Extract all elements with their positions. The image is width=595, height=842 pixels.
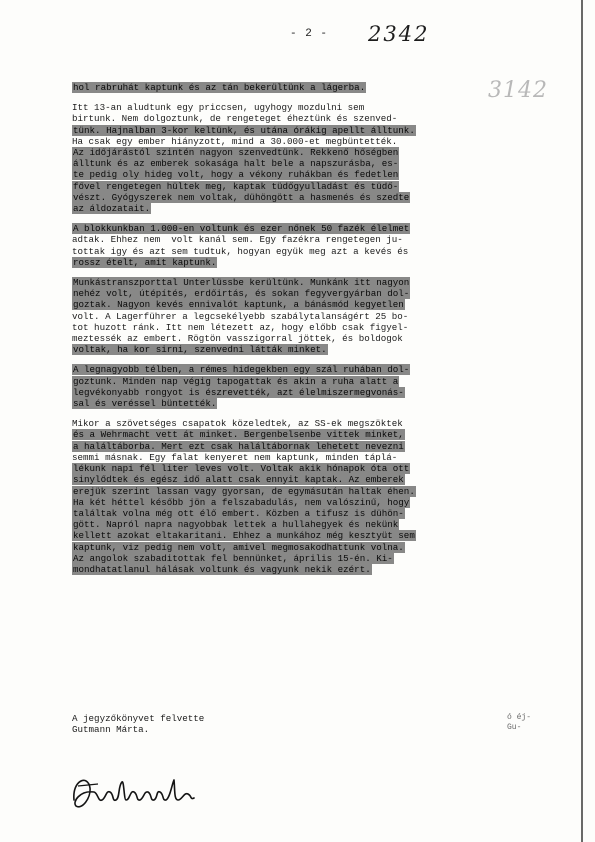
page-number: - 2 - [290, 28, 329, 40]
text-line: és a Wehrmacht vett át minket. Bergenbelsenbe vittek minket, [73, 429, 404, 441]
text-line: hol rabruhát kaptunk és az tán bekerültünk a lágerba. [73, 82, 366, 93]
text-line: gött. Napról napra nagyobbak lettek a hullahegyek és nekünk [73, 519, 399, 531]
text-line: Mikor a szövetséges csapatok közeledtek, az SS-ek megszöktek [72, 418, 403, 430]
text-line: a haláltáborba. Mert ezt csak haláltábornak lehetett nevezni [73, 440, 404, 452]
paragraph-6 [72, 418, 552, 575]
paragraph-4 [72, 277, 552, 355]
text-line: lékunk napi fél liter leves volt. Voltak akik hónapok óta ott [73, 463, 410, 475]
text-line: Ha csak egy ember hiányzott, mind a 30.000-et megbüntették. [72, 135, 398, 147]
paragraph-1 [72, 82, 552, 93]
text-line: Itt 13-an aludtunk egy priccsen, ugyhogy mozdulni sem [72, 102, 365, 114]
text-line: legvékonyabb rongyot is észrevették, azt élelmiszermegvonás- [73, 386, 404, 398]
margin-note-line: Gu- [507, 723, 522, 732]
text-line: goztunk. Minden nap végig tapogattak és akin a ruha alatt a [73, 375, 399, 387]
text-line: erejük szerint lassan vagy gyorsan, de egymásután haltak éhen. [73, 485, 415, 497]
text-line: semmi másnak. Egy falat kenyeret nem kaptunk, minden táplá- [72, 451, 398, 463]
text-line: tünk. Hajnalban 3-kor keltünk, és utána órákig apellt álltunk. [73, 124, 415, 136]
text-line: rossz ételt, amit kaptunk. [73, 256, 217, 268]
text-line: álltunk és az emberek sokasága halt bele a napszurásba, es- [73, 158, 399, 170]
text-line: goztak. Nagyon kevés ennivalót kaptunk, a bánásmód kegyetlen [73, 299, 404, 311]
recorded-by-line: A jegyzőkönyvet felvette [72, 713, 205, 724]
text-line: nehéz volt, útépítés, erdőirtás, és sokan fegyvergyárban dol- [73, 288, 410, 300]
text-line: Munkástranszporttal Unterlüssbe kerültünk. Munkánk itt nagyon [73, 277, 410, 289]
text-line: adtak. Ehhez nem volt kanál sem. Egy fazékra rengetegen ju- [72, 234, 403, 246]
text-line: Az angolok szabaditottak fel bennünket, április 15-én. Ki- [73, 552, 393, 564]
text-line: A legnagyobb télben, a rémes hidegekben egy szál ruhában dol- [73, 364, 410, 376]
text-line: tot huzott ránk. Itt nem létezett az, hogy előbb csak figyel- [72, 321, 409, 333]
bleed-through-archive-number: 3142 [488, 78, 548, 103]
text-line: A blokkunkban 1.000-en voltunk és ezer nőnek 50 fazék élelmet [73, 223, 410, 235]
handwritten-signature [68, 770, 198, 814]
text-line: te pedig oly hideg volt, hogy a vékony ruhákban és fedetlen [73, 169, 399, 181]
text-line: Ha két héttel később jön a felszabadulás, nem valószinű, hogy [73, 496, 410, 508]
handwritten-archive-number: 2342 [368, 22, 430, 46]
margin-note-line: ó éj- [507, 713, 532, 722]
testimony-body [72, 82, 552, 584]
scan-edge [581, 0, 583, 842]
text-line: meztessék az embert. Rögtön vasszigorral jöttek, és boldogok [72, 333, 403, 345]
closing-block [72, 713, 204, 735]
margin-note [507, 713, 531, 733]
text-line: Az időjárástól szintén nagyon szenvedtünk. Rekkenő hőségben [73, 147, 399, 159]
paragraph-3 [72, 223, 552, 268]
text-line: vészt. Gyógyszerek nem voltak, dühöngött a hasmenés és szedte [73, 191, 410, 203]
text-line: találtak volna még ott élő embert. Közben a tifusz is dühön- [73, 507, 404, 519]
text-line: volt. A Lagerführer a legcsekélyebb szabálytalanságért 25 bo- [72, 310, 409, 322]
text-line: fővel rengetegen hültek meg, kaptak tüdőgyulladást és tüdő- [73, 180, 399, 192]
text-line: sal és veréssel büntették. [73, 398, 217, 410]
text-line: mondhatatlanul hálásak voltunk és vagyunk nekik ezért. [73, 563, 371, 575]
text-line: az áldozatait. [73, 203, 151, 215]
text-line: sinylődtek és egész idő alatt csak ennyit kaptak. Az emberek [73, 474, 404, 486]
recorder-name: Gutmann Márta. [72, 724, 150, 736]
text-line: kellett azokat eltakaritani. Ehhez a munkához még kesztyüt sem [73, 530, 415, 542]
paragraph-2 [72, 102, 552, 214]
text-line: voltak, ha kor sirni, szenvedni látták minket. [73, 344, 327, 356]
paragraph-5 [72, 364, 552, 409]
text-line: kaptunk, viz pedig nem volt, amivel megmosakodhattunk volna. [73, 541, 404, 553]
text-line: tottak igy és azt sem tudtuk, hogyan együk meg azt a kevés és [72, 245, 409, 257]
text-line: birtunk. Nem dolgoztunk, de rengeteget éheztünk és szenved- [72, 113, 398, 125]
